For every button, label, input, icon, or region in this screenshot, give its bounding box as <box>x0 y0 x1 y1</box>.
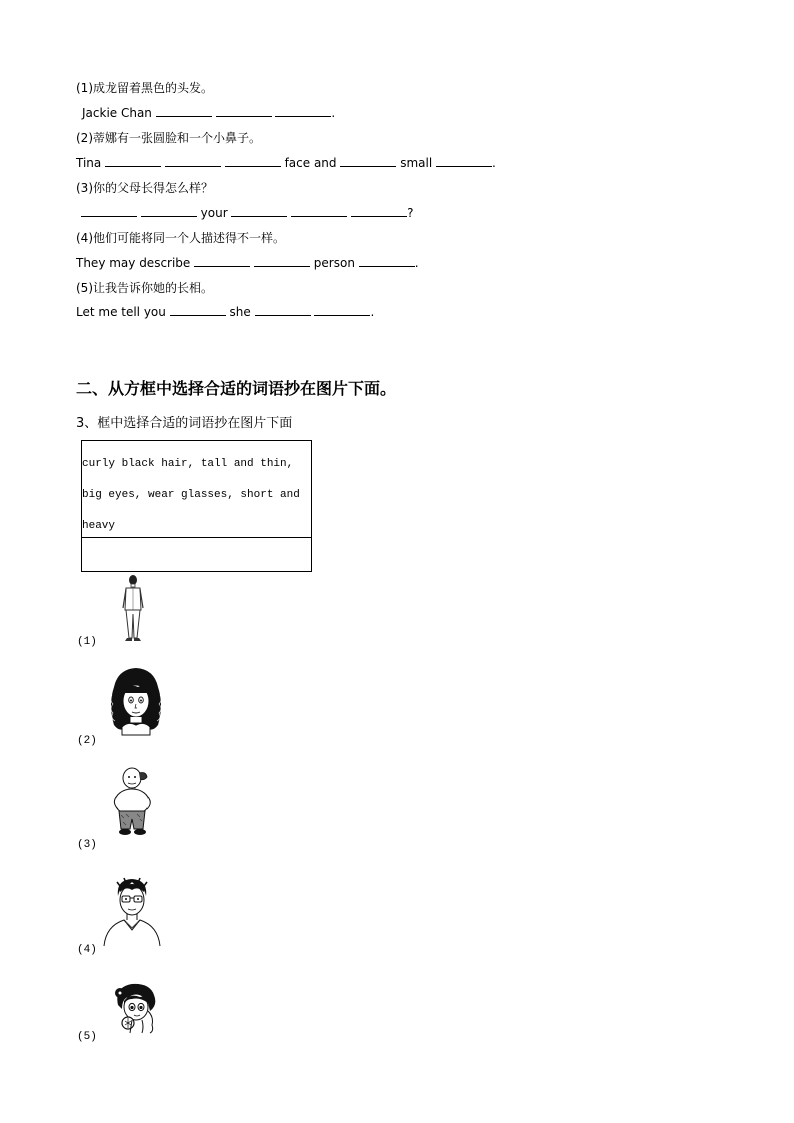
q3-text: your <box>200 206 228 220</box>
glasses-person-icon <box>102 876 162 948</box>
word-box-text <box>82 449 311 542</box>
period: . <box>491 156 496 170</box>
answer-blank[interactable] <box>81 205 137 217</box>
answer-blank[interactable] <box>105 155 161 167</box>
word-box-line: curly black hair, tall and thin, <box>82 458 294 470</box>
word-box-line: big eyes, wear glasses, short and <box>82 489 300 501</box>
q2-text: face and <box>284 156 337 170</box>
word-box-divider <box>82 537 311 538</box>
q1-text: Jackie Chan <box>82 106 152 120</box>
picture-label: (2) <box>77 735 97 747</box>
answer-blank[interactable] <box>165 155 221 167</box>
q5-text: Let me tell you <box>76 305 166 319</box>
picture-label: (1) <box>77 636 97 648</box>
answer-blank[interactable] <box>291 205 347 217</box>
word-box <box>81 440 312 572</box>
q2-answer-line <box>76 155 496 171</box>
answer-blank[interactable] <box>194 255 250 267</box>
period: . <box>414 256 419 270</box>
q2-prompt: (2)蒂娜有一张圆脸和一个小鼻子。 <box>76 131 261 145</box>
answer-blank[interactable] <box>314 304 370 316</box>
big-eyes-girl-icon <box>110 981 160 1035</box>
period: . <box>331 106 336 120</box>
q3-answer-line <box>81 205 414 221</box>
answer-blank[interactable] <box>351 205 407 217</box>
answer-blank[interactable] <box>225 155 281 167</box>
short-heavy-man-icon <box>110 767 158 839</box>
answer-blank[interactable] <box>255 304 311 316</box>
section-heading: 二、从方框中选择合适的词语抄在图片下面。 <box>76 379 397 398</box>
answer-blank[interactable] <box>340 155 396 167</box>
q4-text: person <box>313 256 355 270</box>
word-box-line: heavy <box>82 520 116 532</box>
answer-blank[interactable] <box>170 304 226 316</box>
q1-answer-line <box>82 105 335 121</box>
picture-label: (3) <box>77 839 97 851</box>
q5-prompt: (5)让我告诉你她的长相。 <box>76 281 213 295</box>
question-mark: ? <box>407 206 414 220</box>
answer-blank[interactable] <box>275 105 331 117</box>
answer-blank[interactable] <box>156 105 212 117</box>
answer-blank[interactable] <box>231 205 287 217</box>
answer-blank[interactable] <box>141 205 197 217</box>
picture-label: (4) <box>77 944 97 956</box>
picture-label: (5) <box>77 1031 97 1043</box>
q1-prompt: (1)成龙留着黑色的头发。 <box>76 81 213 95</box>
answer-blank[interactable] <box>436 155 492 167</box>
answer-blank[interactable] <box>254 255 310 267</box>
answer-blank[interactable] <box>359 255 415 267</box>
q5-text: she <box>229 305 251 319</box>
q4-text: They may describe <box>76 256 191 270</box>
tall-thin-person-icon <box>118 574 148 644</box>
q3-prompt: (3)你的父母长得怎么样？ <box>76 181 213 195</box>
curly-hair-girl-icon <box>108 665 164 737</box>
section-instruction: 3、框中选择合适的词语抄在图片下面 <box>76 416 293 431</box>
q4-answer-line <box>76 255 419 271</box>
q4-prompt: (4)他们可能将同一个人描述得不一样。 <box>76 231 285 245</box>
answer-blank[interactable] <box>216 105 272 117</box>
q2-text: small <box>400 156 433 170</box>
period: . <box>370 305 375 319</box>
q5-answer-line <box>76 304 374 320</box>
q2-text: Tina <box>76 156 102 170</box>
